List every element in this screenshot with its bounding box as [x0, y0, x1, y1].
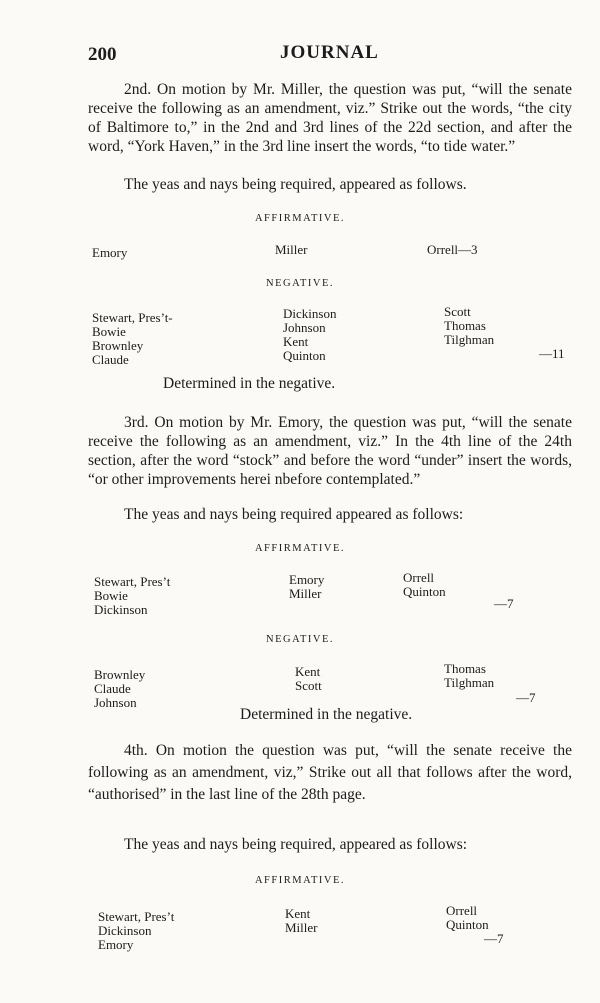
senator-name: Scott [295, 678, 322, 693]
senator-name: Stewart, Pres’t- [92, 310, 173, 325]
motion-2-neg-col-1 [92, 311, 173, 367]
senator-name: Dickinson [283, 306, 337, 321]
senator-name: Brownley [94, 667, 146, 682]
senator-name: Kent [295, 664, 321, 679]
senator-name: Dickinson [94, 602, 148, 617]
motion-2-affirmative-label: AFFIRMATIVE. [254, 213, 346, 224]
motion-3-text: 3rd. On motion by Mr. Emory, the question was put, “will the senate receive the following as an amendment, viz.” In the 4th line of the 24th section, after the word “stock” and before the word “under” insert the words, “or other improvements herei nbefore contemplated.” [88, 414, 572, 488]
senator-name: Johnson [283, 320, 326, 335]
senator-name: Thomas [444, 661, 486, 676]
senator-name: Bowie [92, 324, 126, 339]
motion-4-aff-col-3 [446, 904, 489, 932]
senator-name: Miller [285, 920, 318, 935]
senator-name: Claude [94, 681, 131, 696]
senator-name: Orrell—3 [427, 242, 478, 257]
motion-3-affirmative-label: AFFIRMATIVE. [254, 543, 346, 554]
senator-name: Claude [92, 352, 129, 367]
page-number: 200 [88, 44, 117, 65]
motion-4-aff-total: —7 [484, 931, 504, 946]
motion-3-neg-col-2 [295, 665, 322, 693]
motion-2-result: Determined in the negative. [163, 375, 336, 392]
senator-name: Thomas [444, 318, 486, 333]
motion-4-text: 4th. On motion the question was put, “will the senate receive the following as an amendment, viz,” Strike out all that follows after the word, “authorised” in the last line of the 28th page. [88, 742, 572, 803]
motion-3-neg-col-1 [94, 668, 145, 710]
senator-name: Quinton [283, 348, 326, 363]
senator-name: Johnson [94, 695, 137, 710]
senator-name: Dickinson [98, 923, 152, 938]
senator-name: Scott [444, 304, 471, 319]
motion-2-aff-col-3 [427, 243, 478, 257]
senator-name: Orrell [403, 570, 435, 585]
motion-3-aff-col-1 [94, 575, 170, 617]
senator-name: Emory [98, 937, 134, 952]
motion-3-aff-col-2 [289, 573, 324, 601]
senator-name: Emory [92, 245, 128, 260]
senator-name: Brownley [92, 338, 144, 353]
motion-2-negative-label: NEGATIVE. [265, 278, 335, 289]
motion-3-result: Determined in the negative. [240, 706, 413, 723]
senator-name: Tilghman [444, 675, 495, 690]
motion-2-neg-col-3 [444, 305, 494, 347]
motion-2-neg-total: —11 [539, 346, 565, 361]
motion-4-aff-col-1 [98, 910, 174, 952]
senator-name: Quinton [446, 917, 489, 932]
senator-name: Bowie [94, 588, 128, 603]
senator-name: Stewart, Pres’t [94, 574, 171, 589]
senator-name: Quinton [403, 584, 446, 599]
motion-3-negative-label: NEGATIVE. [265, 634, 335, 645]
senator-name: Stewart, Pres’t [98, 909, 175, 924]
motion-4-yeas-nays: The yeas and nays being required, appeared as follows: [124, 836, 468, 853]
motion-3-aff-col-3 [403, 571, 446, 599]
senator-name: Kent [283, 334, 309, 349]
motion-3-neg-total: —7 [516, 690, 536, 705]
motion-4-aff-col-2 [285, 907, 318, 935]
senator-name: Kent [285, 906, 311, 921]
motion-2-text: 2nd. On motion by Mr. Miller, the question was put, “will the senate receive the following as an amendment, viz.” Strike out the words, “the city of Baltimore to,” in the 2nd and 3rd lines of the 22d section, and after the word, “York Haven,” in the 3rd line insert the words, “to tide water.” [88, 81, 572, 155]
senator-name: Tilghman [444, 332, 495, 347]
motion-2-aff-col-2 [275, 243, 308, 257]
running-head: JOURNAL [280, 42, 379, 63]
motion-4-affirmative-label: AFFIRMATIVE. [254, 875, 346, 886]
senator-name: Emory [289, 572, 325, 587]
senator-name: Miller [275, 242, 308, 257]
motion-3-aff-total: —7 [494, 596, 514, 611]
motion-3-yeas-nays: The yeas and nays being required appeared as follows: [124, 506, 464, 523]
senator-name: Orrell [446, 903, 478, 918]
motion-3-neg-col-3 [444, 662, 494, 690]
motion-2-neg-col-2 [283, 307, 336, 363]
motion-2-aff-col-1 [92, 246, 127, 260]
senator-name: Miller [289, 586, 322, 601]
motion-2-yeas-nays: The yeas and nays being required, appeared as follows. [124, 176, 467, 193]
